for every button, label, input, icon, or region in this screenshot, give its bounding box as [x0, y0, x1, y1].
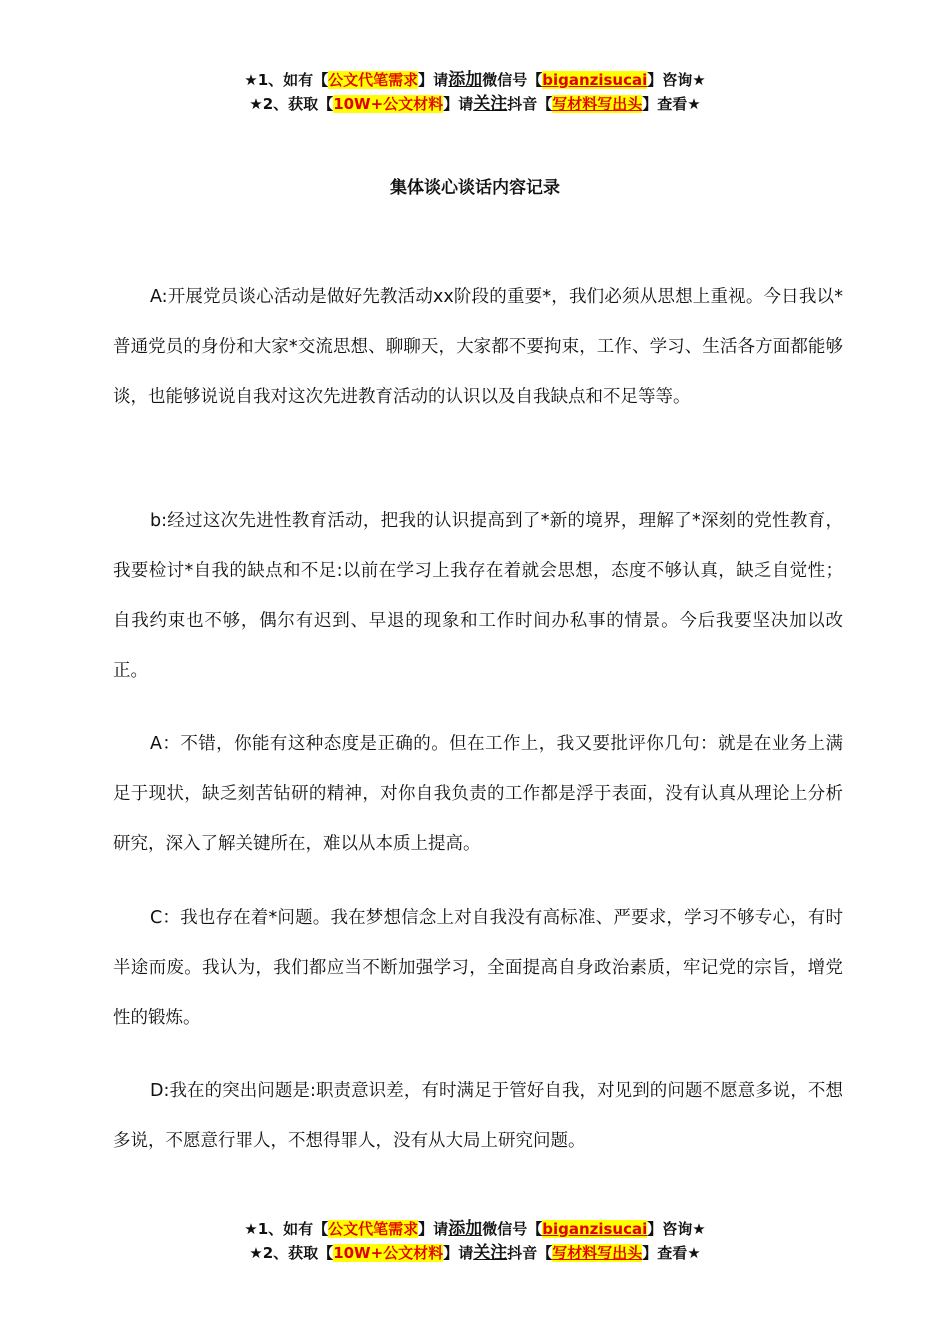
banner-line-2: [0, 1241, 950, 1265]
banner-text: ★2、获取【: [249, 1244, 334, 1262]
banner-text: 抖音【: [507, 1244, 553, 1262]
banner-line-1: [0, 1217, 950, 1241]
top-banner: [0, 68, 950, 116]
paragraph-speaker-a-reply: A：不错，你能有这种态度是正确的。但在工作上，我又要批评你几句：就是在业务上满足于现状，缺乏刻苦钻研的精神，对你自我负责的工作都是浮于表面，没有认真从理论上分析研究，深入了解关键所在，难以从本质上提高。: [113, 734, 843, 854]
banner-text: 】咨询★: [647, 71, 706, 89]
banner-text: 】请: [418, 71, 449, 89]
douyin-id-highlight: 写材料写出头: [552, 95, 643, 113]
douyin-id-highlight: 写材料写出头: [552, 1244, 643, 1262]
wechat-id-highlight: biganzisucai: [542, 1220, 648, 1238]
banner-text: ★1、如有【: [244, 1220, 329, 1238]
banner-text: 】请: [443, 1244, 474, 1262]
banner-highlight: 10W+公文材料: [333, 95, 444, 113]
banner-line-1: [0, 68, 950, 92]
banner-text: 】请: [418, 1220, 449, 1238]
wechat-id-highlight: biganzisucai: [542, 71, 648, 89]
paragraph-speaker-c: C：我也存在着*问题。我在梦想信念上对自我没有高标准、严要求，学习不够专心，有时半途而废。我认为，我们都应当不断加强学习，全面提高自身政治素质，牢记党的宗旨，增党性的锻炼。: [113, 908, 843, 1028]
banner-text: ★1、如有【: [244, 71, 329, 89]
banner-text: ★2、获取【: [249, 95, 334, 113]
banner-highlight: 公文代笔需求: [328, 1220, 419, 1238]
banner-text: 】查看★: [642, 95, 701, 113]
document-title: 集体谈心谈话内容记录: [390, 178, 560, 198]
paragraph-speaker-d: D:我在的突出问题是:职责意识差，有时满足于管好自我，对见到的问题不愿意多说，不想多说，不愿意行罪人，不想得罪人，没有从大局上研究问题。: [113, 1081, 843, 1151]
paragraph-speaker-b: b:经过这次先进性教育活动，把我的认识提高到了*新的境界，理解了*深刻的党性教育，我要检讨*自我的缺点和不足:以前在学习上我存在着就会思想，态度不够认真，缺乏自觉性；自我约束也不够，偶尔有迟到、早退的现象和工作时间办私事的情景。今后我要坚决加以改正。: [113, 511, 843, 681]
banner-highlight: 公文代笔需求: [328, 71, 419, 89]
banner-text: 抖音【: [507, 95, 553, 113]
banner-text: 】咨询★: [647, 1220, 706, 1238]
banner-highlight: 10W+公文材料: [333, 1244, 444, 1262]
paragraph-speaker-a: A:开展党员谈心活动是做好先教活动xx阶段的重要*，我们必须从思想上重视。今日我以*普通党员的身份和大家*交流思想、聊聊天，大家都不要拘束，工作、学习、生活各方面都能够谈，也能够说说自我对这次先进教育活动的认识以及自我缺点和不足等等。: [113, 287, 843, 407]
banner-text: 】请: [443, 95, 474, 113]
banner-text: 微信号【: [482, 1220, 543, 1238]
banner-emphasis: 关注: [473, 1243, 508, 1263]
banner-emphasis: 添加: [448, 1219, 483, 1239]
banner-line-2: [0, 92, 950, 116]
banner-text: 】查看★: [642, 1244, 701, 1262]
banner-text: 微信号【: [482, 71, 543, 89]
bottom-banner: [0, 1217, 950, 1265]
banner-emphasis: 添加: [448, 70, 483, 90]
banner-emphasis: 关注: [473, 94, 508, 114]
